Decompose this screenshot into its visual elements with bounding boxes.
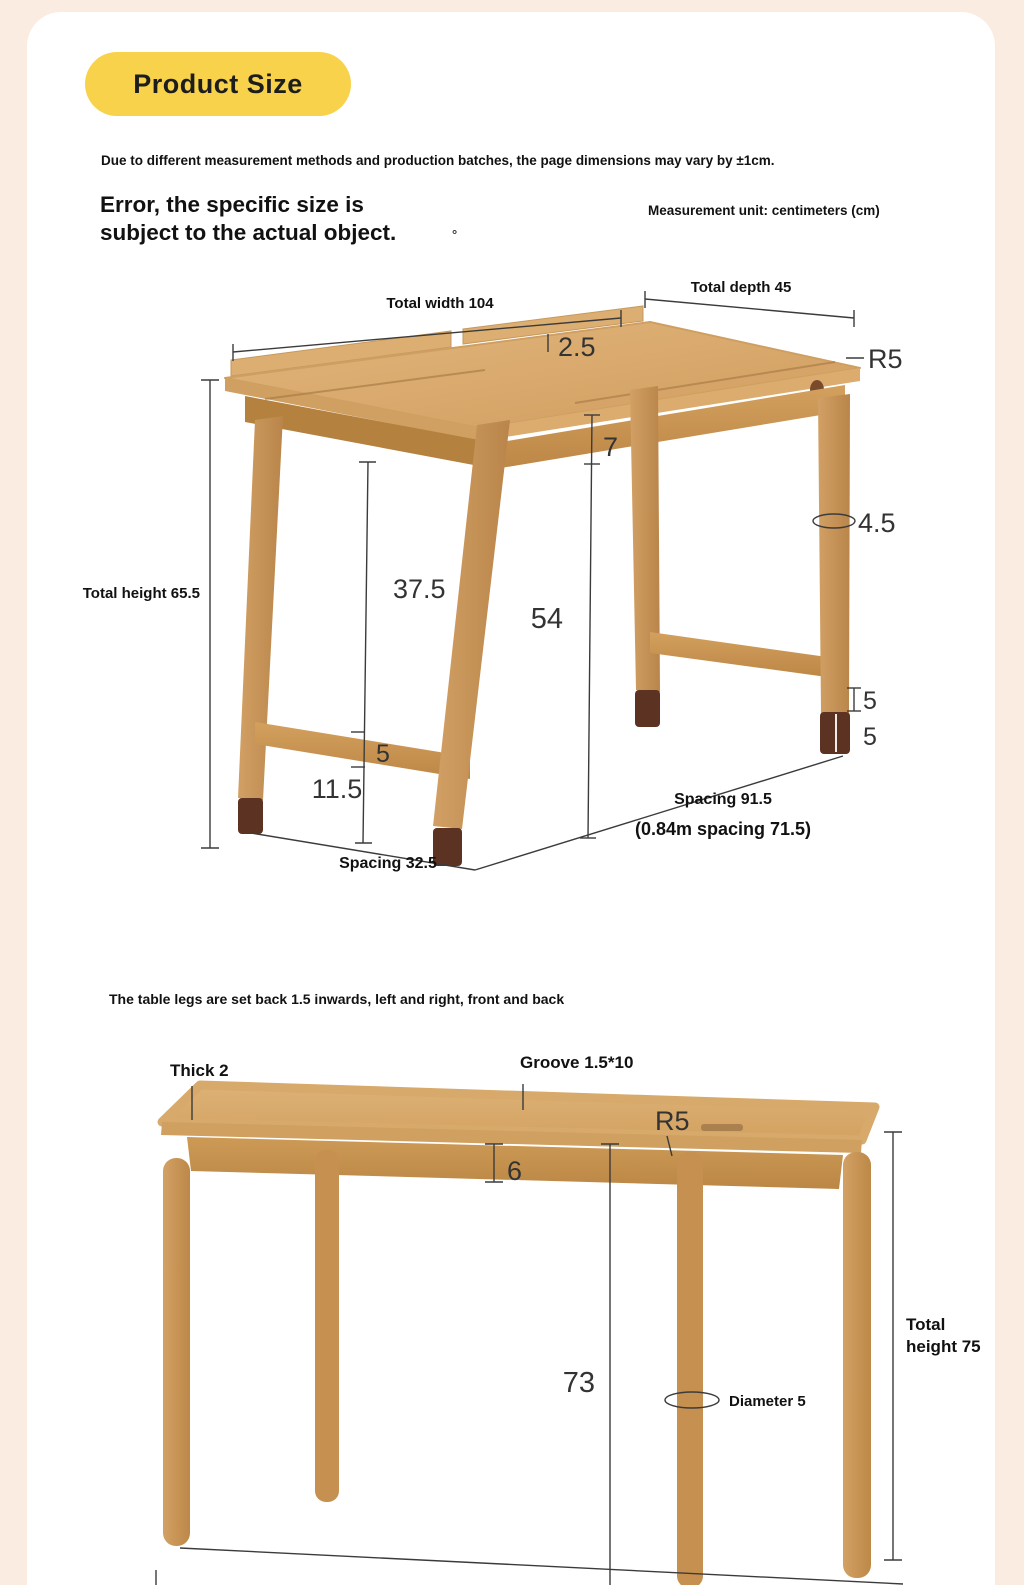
leg-diameter-label: 4.5 [858,508,896,538]
foot-cap-label: 5 [863,723,877,751]
desk-stretcher-right [650,632,827,677]
dim-leg-length [531,415,618,838]
desk-leg-right-front [818,394,850,714]
tolerance-note: Due to different measurement methods and production batches, the page dimensions may vary by ±1cm. [101,153,775,168]
top-thickness-label: Thick 2 [170,1061,229,1080]
desk-stretcher-left [255,722,470,779]
brand-mark [701,1124,743,1131]
dim-leg-length-2 [563,1144,619,1585]
table-leg-back-right [677,1152,703,1585]
rail-thickness-label: 2.5 [558,332,596,362]
leg-setback-note: The table legs are set back 1.5 inwards, left and right, front and back [109,991,565,1007]
degree-mark: ° [452,227,458,242]
leg-length-2-label: 73 [562,1367,595,1399]
leg-length-label: 54 [530,603,563,635]
table-leg-front-left [163,1158,190,1546]
apron-height-label: 7 [603,432,619,462]
corner-radius-2-label: R5 [655,1106,690,1136]
heading-line-1: Error, the specific size is [100,192,364,217]
foot-cap-right-back [635,690,660,727]
corner-radius-label: R5 [868,344,903,374]
stretcher-thickness-label: 5 [376,740,390,768]
leg-diameter-2-label: Diameter 5 [729,1393,806,1410]
section-badge [85,52,351,116]
table-leg-front-right [843,1152,871,1578]
foot-upper-label: 5 [863,687,877,715]
total-height-2-line2: height 75 [906,1337,981,1356]
dim-width-spacing [475,756,843,870]
width-spacing-alt-label: (0.84m spacing 71.5) [634,819,812,839]
dim-bottom-spacing [156,1548,903,1585]
dim-total-height [83,380,219,848]
page-heading [100,191,520,247]
total-width-label: Total width 104 [386,295,494,312]
table-front-diagram [55,1040,1015,1585]
under-clearance-label: 37.5 [393,574,446,604]
measurement-unit-note: Measurement unit: centimeters (cm) [648,203,880,218]
dim-total-depth [645,279,854,327]
total-depth-label: Total depth 45 [690,279,792,296]
dim-corner-radius-2 [655,1106,690,1156]
foot-cap-left-front [433,828,462,866]
heading-line-2: subject to the actual object. [100,220,397,245]
desk-perspective-diagram [55,268,965,908]
dim-total-height-2 [884,1132,981,1560]
total-height-label: Total height 65.5 [82,585,200,602]
depth-spacing-label: Spacing 32.5 [339,855,437,872]
width-spacing-label: Spacing 91.5 [674,791,772,808]
desk-leg-left-front [433,420,510,829]
table-leg-back-left [315,1150,339,1502]
groove-label: Groove 1.5*10 [520,1053,634,1072]
section-badge-label: Product Size [133,68,303,99]
apron-height-2-label: 6 [507,1156,523,1186]
dim-under-clearance [355,462,446,843]
total-height-2-line1: Total [906,1315,946,1334]
foot-cap-left-back [238,798,263,834]
stretcher-height-label: 11.5 [311,774,363,804]
